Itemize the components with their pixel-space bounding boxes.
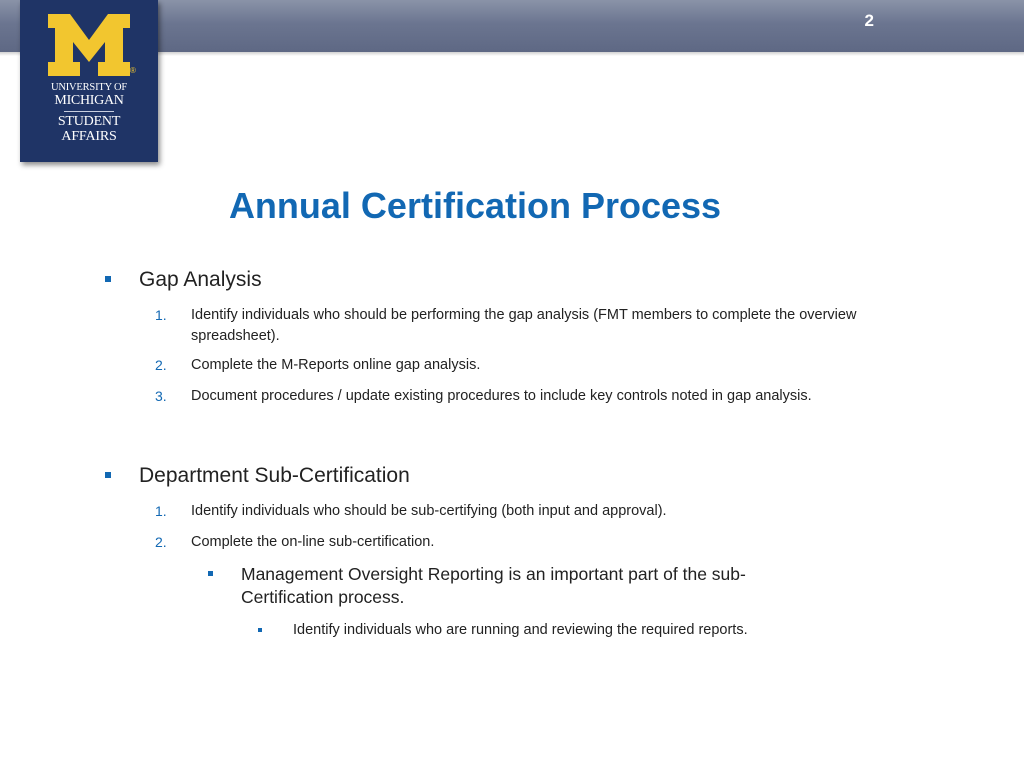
page-number: 2: [864, 11, 874, 30]
square-bullet-icon: [208, 571, 213, 576]
list-item: [155, 501, 885, 522]
square-bullet-icon: [105, 276, 111, 282]
list-number: 2.: [155, 534, 167, 550]
list-item-text: Document procedures / update existing procedures to include key controls noted in gap analysis.: [191, 388, 812, 404]
logo-university-of: UNIVERSITY OF: [50, 82, 128, 93]
sub-bullet-text: Management Oversight Reporting is an important part of the sub-Certification process.: [241, 564, 746, 607]
registered-mark: ®: [130, 66, 136, 75]
logo-michigan: MICHIGAN: [54, 93, 124, 108]
list-item: [155, 386, 885, 407]
list-item-text: Identify individuals who should be performing the gap analysis (FMT members to complete the overview spreadsheet).: [191, 307, 857, 344]
list-item: [155, 305, 885, 347]
list-item: [155, 532, 885, 553]
square-bullet-icon: [258, 628, 262, 632]
list-item: [155, 355, 885, 376]
list-number: 2.: [155, 357, 167, 373]
list-number: 1.: [155, 307, 167, 323]
section-heading-text: Department Sub-Certification: [139, 464, 410, 487]
sub-bullet-item: [208, 563, 828, 609]
list-number: 1.: [155, 503, 167, 519]
section-heading-sub-certification: [105, 463, 410, 489]
sub-sub-bullet-item: [258, 621, 878, 640]
list-item-text: Complete the M-Reports online gap analysis.: [191, 357, 481, 373]
sub-sub-bullet-text: Identify individuals who are running and reviewing the required reports.: [293, 622, 748, 638]
section-heading-text: Gap Analysis: [139, 268, 262, 291]
list-item-text: Identify individuals who should be sub-certifying (both input and approval).: [191, 503, 667, 519]
list-number: 3.: [155, 388, 167, 404]
logo-affairs: AFFAIRS: [61, 129, 117, 144]
slide-title: Annual Certification Process: [228, 185, 722, 226]
section-heading-gap-analysis: [105, 267, 262, 293]
square-bullet-icon: [105, 472, 111, 478]
logo-student: STUDENT: [57, 114, 121, 129]
list-item-text: Complete the on-line sub-certification.: [191, 534, 435, 550]
